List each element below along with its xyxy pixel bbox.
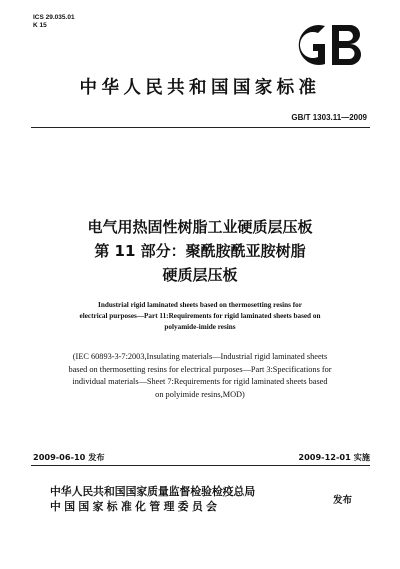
title-en bbox=[30, 300, 370, 333]
title-en-line2: electrical purposes—Part 11:Requirements for rigid laminated sheets based on bbox=[79, 312, 321, 320]
issue-date: 2009-06-10 发布 bbox=[33, 452, 105, 462]
title-cn-line1: 电气用热固性树脂工业硬质层压板 bbox=[87, 218, 313, 236]
issuer-sac: 中国国家标准化管理委员会 bbox=[50, 500, 221, 513]
issuer-aqsiq: 中华人民共和国国家质量监督检验检疫总局 bbox=[50, 485, 256, 498]
footer-divider bbox=[31, 465, 370, 466]
equivalence-line2: based on thermosetting resins for electrical purposes—Part 3:Specifications for bbox=[68, 364, 332, 374]
publish-label: 发布 bbox=[333, 495, 353, 506]
equivalence-line3: individual materials—Sheet 7:Requirements for rigid laminated sheets based bbox=[72, 377, 328, 386]
standard-code: GB/T 1303.11—2009 bbox=[291, 113, 367, 122]
gb-logo-icon bbox=[290, 16, 370, 74]
title-en-line3: polyamide-imide resins bbox=[164, 323, 236, 331]
implementation-date: 2009-12-01 实施 bbox=[298, 452, 370, 462]
title-en-line1: Industrial rigid laminated sheets based on thermosetting resins for bbox=[98, 301, 302, 309]
standard-type-heading: 中华人民共和国国家标准 bbox=[79, 78, 321, 98]
equivalence-note bbox=[30, 351, 370, 401]
equivalence-line1: (IEC 60893-3-7:2003,Insulating materials—Industrial rigid laminated sheets bbox=[72, 352, 328, 361]
gb-logo-b bbox=[332, 25, 361, 65]
equivalence-line4: on polyimide resins,MOD) bbox=[155, 389, 245, 399]
header-divider bbox=[31, 127, 370, 128]
gb-logo-g bbox=[299, 25, 325, 65]
ics-code: ICS 29.035.01 bbox=[33, 14, 75, 21]
title-cn-line2: 第 11 部分：聚酰胺酰亚胺树脂 bbox=[94, 242, 306, 260]
classification-codes bbox=[33, 14, 75, 30]
ccs-code: K 15 bbox=[33, 22, 47, 29]
title-cn-line3: 硬质层压板 bbox=[162, 266, 238, 284]
